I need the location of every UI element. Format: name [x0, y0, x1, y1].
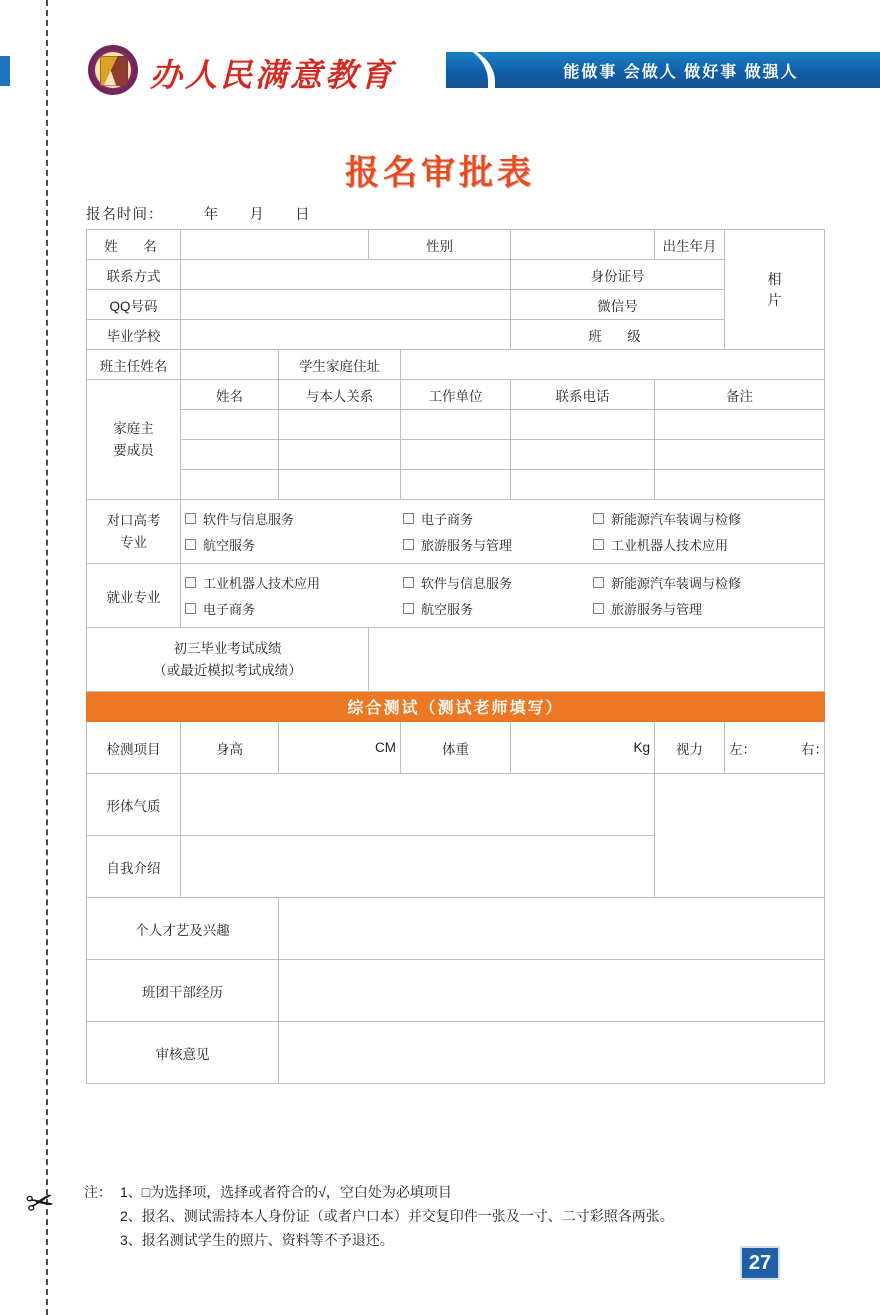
table-row [87, 290, 825, 320]
checkbox-employment-robotics[interactable] [185, 573, 403, 592]
photo-label-line1: 相 [767, 270, 782, 287]
exam-score-label-line2: （或最近模拟考试成绩） [153, 662, 302, 678]
checkbox-label: 软件与信息服务 [421, 576, 513, 591]
cadre-label: 班团干部经历 [87, 960, 279, 1022]
family-column-name: 姓名 [181, 380, 279, 410]
notes-head-spacer [84, 1228, 120, 1252]
family-cell-relation[interactable] [279, 440, 401, 470]
exam-score-value[interactable] [369, 628, 825, 692]
page-title: 报名审批表 [345, 155, 535, 192]
field-label-gender: 性别 [369, 230, 511, 260]
checkbox-label: 航空服务 [203, 538, 256, 553]
measure-height-unit[interactable]: CM [279, 722, 401, 774]
talents-value[interactable] [279, 898, 825, 960]
employment-major-options [181, 564, 825, 628]
table-row [87, 898, 825, 960]
school-emblem-icon [88, 45, 138, 95]
checkbox-label: 新能源汽车装调与检修 [611, 576, 742, 591]
family-cell-phone[interactable] [511, 470, 655, 500]
registration-form-table [86, 229, 829, 1084]
checkbox-gaokao-software[interactable] [185, 509, 403, 528]
checkbox-label: 电子商务 [421, 512, 474, 527]
measure-label: 检测项目 [87, 722, 181, 774]
registration-date-line: 报名时间： 年 月 日 [86, 207, 311, 223]
checkbox-icon[interactable] [185, 603, 196, 614]
checkbox-employment-newenergy[interactable] [593, 573, 741, 592]
checkbox-icon[interactable] [593, 539, 604, 550]
family-cell-name[interactable] [181, 470, 279, 500]
note-item-3: 3、报名测试学生的照片、资料等不予退还。 [120, 1232, 394, 1249]
family-cell-name[interactable] [181, 410, 279, 440]
talents-label: 个人才艺及兴趣 [87, 898, 279, 960]
table-row [87, 500, 825, 564]
checkbox-icon[interactable] [593, 603, 604, 614]
table-row [87, 230, 825, 260]
section-header-comprehensive-test: 综合测试（测试老师填写） [87, 692, 825, 722]
photo-placeholder-cell[interactable] [725, 230, 825, 350]
field-label-homeroom-teacher: 班主任姓名 [87, 350, 181, 380]
family-cell-workplace[interactable] [401, 410, 511, 440]
family-cell-remark[interactable] [655, 470, 825, 500]
checkbox-employment-ecommerce[interactable] [185, 599, 403, 618]
checkbox-row [185, 509, 820, 528]
field-label-home-address: 学生家庭住址 [279, 350, 401, 380]
family-cell-relation[interactable] [279, 410, 401, 440]
field-value-school[interactable] [181, 320, 511, 350]
physique-intro-side-cell[interactable] [655, 774, 825, 898]
measure-weight-label: 体重 [401, 722, 511, 774]
family-column-workplace: 工作单位 [401, 380, 511, 410]
exam-score-label [87, 628, 369, 692]
banner-swoosh-decoration [446, 50, 500, 90]
gaokao-label-line2: 专业 [120, 534, 147, 550]
page-number-badge: 27 [740, 1246, 780, 1280]
checkbox-label: 工业机器人技术应用 [203, 576, 321, 591]
field-label-wechat: 微信号 [511, 290, 725, 320]
measure-height-label: 身高 [181, 722, 279, 774]
checkbox-label: 旅游服务与管理 [421, 538, 513, 553]
table-row [87, 722, 825, 774]
header-banner-text: 能做事 会做人 做好事 做强人 [563, 63, 799, 81]
checkbox-icon[interactable] [403, 513, 414, 524]
cadre-value[interactable] [279, 960, 825, 1022]
family-members-label [87, 380, 181, 500]
header-banner [446, 52, 880, 88]
table-row [87, 774, 825, 836]
checkbox-icon[interactable] [185, 539, 196, 550]
physique-label: 形体气质 [87, 774, 181, 836]
field-value-homeroom-teacher[interactable] [181, 350, 279, 380]
field-value-gender[interactable] [511, 230, 655, 260]
family-column-remark: 备注 [655, 380, 825, 410]
gaokao-major-label [87, 500, 181, 564]
checkbox-label: 电子商务 [203, 602, 256, 617]
family-cell-phone[interactable] [511, 410, 655, 440]
checkbox-gaokao-tourism[interactable] [403, 535, 593, 554]
checkbox-gaokao-aviation[interactable] [185, 535, 403, 554]
checkbox-icon[interactable] [403, 577, 414, 588]
form-notes [84, 1180, 844, 1252]
field-label-contact: 联系方式 [87, 260, 181, 290]
gaokao-major-options [181, 500, 825, 564]
checkbox-label: 旅游服务与管理 [611, 602, 703, 617]
field-label-name: 姓 名 [87, 230, 181, 260]
gaokao-label-line1: 对口高考 [106, 512, 161, 528]
field-label-id-number: 身份证号 [511, 260, 725, 290]
family-cell-name[interactable] [181, 440, 279, 470]
checkbox-gaokao-newenergy[interactable] [593, 509, 741, 528]
checkbox-row [185, 535, 820, 554]
checkbox-label: 新能源汽车装调与检修 [611, 512, 742, 527]
checkbox-icon[interactable] [403, 603, 414, 614]
table-row [87, 440, 825, 470]
family-cell-remark[interactable] [655, 440, 825, 470]
family-label-line1: 家庭主 [113, 420, 154, 436]
measure-weight-unit[interactable]: Kg [511, 722, 655, 774]
field-value-name[interactable] [181, 230, 369, 260]
measure-vision-values[interactable]: 左： 右： [725, 722, 825, 774]
field-label-class: 班 级 [511, 320, 725, 350]
notes-head-spacer [84, 1204, 120, 1228]
family-cell-remark[interactable] [655, 410, 825, 440]
field-label-qq: QQ号码 [87, 290, 181, 320]
family-column-phone: 联系电话 [511, 380, 655, 410]
table-row [87, 320, 825, 350]
employment-major-label: 就业专业 [87, 564, 181, 628]
table-row [87, 692, 825, 722]
field-label-school: 毕业学校 [87, 320, 181, 350]
checkbox-label: 航空服务 [421, 602, 474, 617]
self-intro-value[interactable] [181, 836, 655, 898]
notes-head: 注： [84, 1184, 112, 1200]
table-row [87, 380, 825, 410]
table-row [87, 1022, 825, 1084]
exam-score-label-line1: 初三毕业考试成绩 [173, 640, 282, 656]
family-label-line2: 要成员 [113, 442, 154, 458]
photo-label-line2: 片 [767, 291, 782, 308]
checkbox-icon[interactable] [185, 513, 196, 524]
field-label-birth: 出生年月 [655, 230, 725, 260]
checkbox-employment-software[interactable] [403, 573, 593, 592]
table-row [87, 260, 825, 290]
note-line [84, 1180, 844, 1204]
table-row [87, 960, 825, 1022]
field-value-contact[interactable] [181, 260, 511, 290]
review-value[interactable] [279, 1022, 825, 1084]
note-item-2: 2、报名、测试需持本人身份证（或者户口本）并交复印件一张及一寸、二寸彩照各两张。 [120, 1208, 674, 1225]
checkbox-gaokao-robotics[interactable] [593, 535, 728, 554]
checkbox-employment-tourism[interactable] [593, 599, 702, 618]
review-label: 审核意见 [87, 1022, 279, 1084]
note-item-1: 1、□为选择项，选择或者符合的√，空白处为必填项目 [120, 1184, 452, 1200]
checkbox-row [185, 573, 820, 592]
table-row [87, 564, 825, 628]
scissors-icon: ✂ [22, 1181, 58, 1225]
note-line [84, 1228, 844, 1252]
school-slogan: 办人民满意教育 [150, 57, 396, 93]
table-row [87, 410, 825, 440]
checkbox-icon[interactable] [593, 513, 604, 524]
checkbox-employment-aviation[interactable] [403, 599, 593, 618]
family-cell-phone[interactable] [511, 440, 655, 470]
checkbox-gaokao-ecommerce[interactable] [403, 509, 593, 528]
table-row [87, 628, 825, 692]
family-cell-workplace[interactable] [401, 470, 511, 500]
note-line [84, 1204, 844, 1228]
checkbox-icon[interactable] [403, 539, 414, 550]
physique-value[interactable] [181, 774, 655, 836]
field-value-qq[interactable] [181, 290, 511, 320]
checkbox-label: 工业机器人技术应用 [611, 538, 729, 553]
checkbox-icon[interactable] [593, 577, 604, 588]
field-value-home-address[interactable] [401, 350, 825, 380]
measure-vision-label: 视力 [655, 722, 725, 774]
family-column-relation: 与本人关系 [279, 380, 401, 410]
family-cell-relation[interactable] [279, 470, 401, 500]
family-cell-workplace[interactable] [401, 440, 511, 470]
table-row [87, 350, 825, 380]
checkbox-icon[interactable] [185, 577, 196, 588]
cut-dashed-line [46, 0, 48, 1315]
checkbox-label: 软件与信息服务 [203, 512, 295, 527]
table-row [87, 470, 825, 500]
checkbox-row [185, 599, 820, 618]
self-intro-label: 自我介绍 [87, 836, 181, 898]
